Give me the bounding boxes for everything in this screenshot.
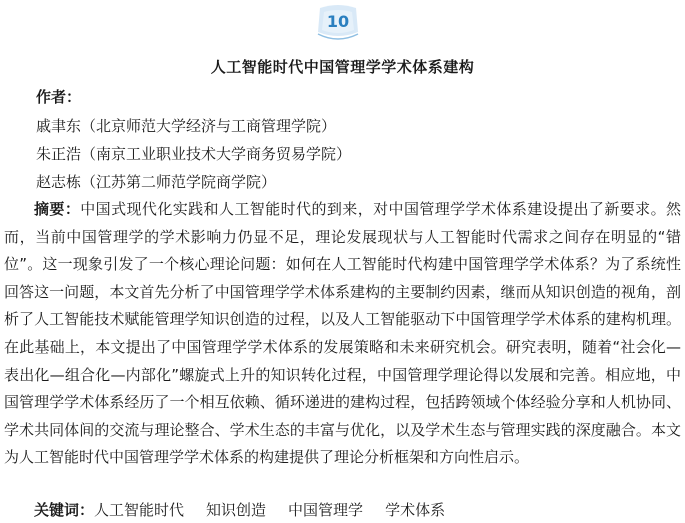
keywords-label: 关键词： — [34, 501, 95, 519]
abstract-label: 摘要： — [34, 200, 81, 218]
keyword: 学术体系 — [385, 501, 446, 519]
abstract-text: 中国式现代化实践和人工智能时代的到来，对中国管理学学术体系建设提出了新要求。然而，当前中国管理学的学术影响力仍显不足，理论发展现状与人工智能时代需求之间存在明显的“错位”。这一现象引发了一个核心理论问题：如何在人工智能时代构建中国管理学学术体系？为了系统性回答这一问题，本文首先分析了中国管理学学术体系建构的主要制约因素，继而从知识创造的视角，剖析了人工智能技术赋能管理学知识创造的过程，以及人工智能驱动下中国管理学学术体系的建构机理。在此基础上，本文提出了中国管理学学术体系的发展策略和未来研究机会。研究表明，随着“社会化—表出化—组合化—内部化”螺旋式上升的知识转化过程，中国管理学理论得以发展和完善。相应地，中国管理学学术体系经历了一个相互依赖、循环递进的建构过程，包括跨领域个体经验分享和人机协同、学术共同体间的交流与理论整合、学术生态的丰富与优化，以及学术生态与管理实践的深度融合。本文为人工智能时代中国管理学学术体系的构建提供了理论分析框架和方向性启示。 — [4, 200, 681, 467]
keywords-line — [34, 499, 467, 520]
author-1: 戚聿东（北京师范大学经济与工商管理学院） — [36, 117, 337, 135]
keyword: 人工智能时代 — [94, 501, 185, 519]
authors-label: 作者： — [36, 88, 82, 106]
author-3: 赵志栋（江苏第二师范学院商学院） — [36, 173, 277, 191]
author-2: 朱正浩（南京工业职业技术大学商务贸易学院） — [36, 145, 352, 163]
page-number-badge — [314, 4, 362, 40]
abstract-paragraph — [4, 196, 681, 472]
article-title: 人工智能时代中国管理学学术体系建构 — [210, 58, 475, 76]
keyword: 知识创造 — [206, 501, 267, 519]
keyword: 中国管理学 — [288, 501, 364, 519]
page-number: 10 — [326, 12, 350, 31]
